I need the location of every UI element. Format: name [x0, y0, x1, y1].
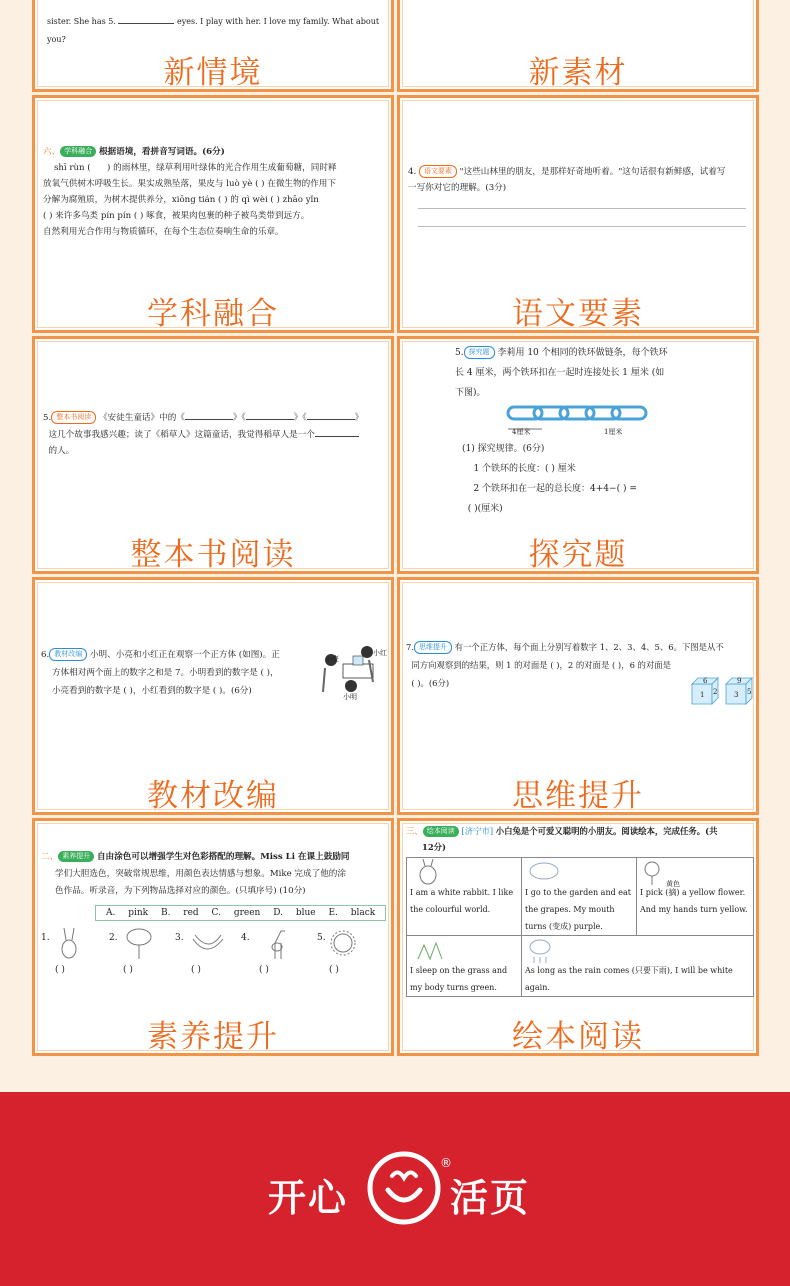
card-label: 学科融合 [147, 296, 279, 332]
answer-paren: ( ) [191, 965, 201, 975]
question-tag: 学科融合 [60, 146, 96, 157]
card-new-material [397, 0, 759, 92]
item-number: 3. [175, 933, 184, 943]
panel-illustrations [414, 859, 744, 969]
flower-color-label: 黄色 [666, 880, 680, 888]
card-label: 探究题 [528, 537, 628, 573]
brand-text-left: 开心 [268, 1176, 349, 1220]
card-label: 整本书阅读 [130, 537, 296, 573]
cube2-side: 5 [747, 688, 752, 696]
question-tag: 整本书阅读 [51, 411, 96, 424]
card-whole-book-reading [32, 336, 394, 574]
registered-mark: ® [440, 1156, 454, 1170]
panel-5: As long as the rain comes (只要下雨), I will be white again. [525, 966, 733, 992]
chain-dim-1: 1厘米 [604, 428, 623, 436]
answer-line [418, 208, 746, 209]
person-label-xiaoming: 小明 [343, 693, 357, 701]
person-label-xiaohong: 小红 [373, 649, 387, 657]
item-number: 2. [109, 933, 118, 943]
card-chinese-elements [397, 95, 759, 333]
brand-logo-icon [364, 1148, 444, 1226]
answer-paren: ( ) [329, 965, 339, 975]
question-tag: 教材改编 [49, 648, 87, 661]
color-options: A. pink B. red C. green D. blue E. black [95, 905, 386, 921]
question-tag: 素养提升 [58, 851, 94, 862]
question-text: 7. 思维提升 有一个正方体，每个面上分别写着数字 1、2、3、4、5、6。下图是从不 同方向观察到的结果，则 1 的对面是 ( )，2 的对面是 ( )，6 的对面是 ( )。(6分) [406, 642, 724, 688]
person-label-xiaoliang: 小亮 [325, 655, 339, 663]
answer-paren: ( ) [55, 965, 65, 975]
item-pictures [55, 925, 365, 963]
card-interdisciplinary [32, 95, 394, 333]
card-picture-book-reading [397, 818, 759, 1056]
question-tag: 思维提升 [414, 641, 452, 654]
chain-dim-4: 4厘米 [512, 428, 531, 436]
question-tag: 绘本阅读 [423, 826, 459, 837]
cube2-top: 9 [737, 677, 742, 685]
cube1-side: 2 [713, 688, 718, 696]
panel-1: I am a white rabbit. I like the colourful world. [407, 858, 522, 936]
question-text: 6. 教材改编 小明、小亮和小红正在观察一个正方体 (如图)。正 方体相对两个面上的数字之和是 7。小明看到的数字是 ( )， 小亮看到的数字是 ( )，小红看到的数字是 ( )。(6分) [41, 650, 280, 696]
card-label: 素养提升 [147, 1019, 279, 1055]
cube1-front: 1 [700, 691, 705, 699]
cube2-front: 3 [734, 691, 739, 699]
answer-paren: ( ) [123, 965, 133, 975]
question-tag: 语文要素 [419, 165, 457, 178]
card-inquiry [397, 336, 759, 574]
sub-question: (1) 探究规律。(6分) 1 个铁环的长度：( ) 厘米 2 个铁环扣在一起的总长度：4+4−( ) = ( )(厘米) [462, 444, 637, 514]
answer-line [418, 226, 746, 227]
item-number: 1. [41, 933, 50, 943]
question-text: 三、 绘本阅读 [济宁市] 小白兔是个可爱又聪明的小朋友。阅读绘本，完成任务。(共 12分) [406, 826, 718, 852]
question-text: 4. 语文要素 "这些山林里的朋友，是那样好奇地听着。"这句话很有新鲜感，试着写 一写你对它的理解。(3分) [408, 167, 726, 193]
brand-text-right: 活页 [450, 1176, 531, 1220]
question-text: 二、 素养提升 自由涂色可以增强学生对色彩搭配的理解。Miss Li 在课上鼓励同 学们大胆选色，突破常规思维，用颜色表达情感与想象。Mike 完成了他的涂 色作品。听录音，为下列物品选择对应的颜色。(只填序号) (10分) [41, 852, 350, 896]
item-number: 5. [317, 933, 326, 943]
answer-paren: ( ) [259, 965, 269, 975]
panel-4: I sleep on the grass and my body turns green. [407, 936, 522, 996]
question-tag: 探究题 [464, 346, 495, 359]
card-literacy-boost [32, 818, 394, 1056]
cube1-top: 6 [703, 677, 708, 685]
card-label: 思维提升 [512, 778, 644, 814]
item-number: 4. [241, 933, 250, 943]
card-label: 语文要素 [512, 296, 644, 332]
question-text: 5. 探究题 李莉用 10 个相同的铁环做链条，每个铁环 长 4 厘米，两个铁环扣在一起时连接处长 1 厘米 (如 下图)。 [455, 348, 668, 398]
question-text: 六、 学科融合 根据语境，看拼音写词语。(6分) shī rùn ( ) 的雨林里，绿草利用叶绿体的光合作用生成葡萄糖，同时释 放氧气供树木呼吸生长。果实成熟坠落，果皮与 luò yè ( ) 在微生物的作用下 分解为腐殖质，为树木提供养分，xiōng tián ( ) 的 qì wèi ( ) zhāo yǐn ( ) 来许多鸟类 pín pín ( ) 啄食，被果肉包裹的种子被鸟类带到远方。 自然利用光合作用与物质循环，在每个生态位奏响生命的乐章。 [43, 147, 337, 237]
card-text: sister. She has 5. eyes. I play with her. I love my family. What about you? [47, 13, 391, 49]
card-label: 新素材 [528, 55, 628, 91]
card-label: 新情境 [163, 55, 263, 91]
card-thinking-boost [397, 577, 759, 815]
card-label: 教材改编 [147, 778, 279, 814]
panel-3: I pick (摘) a yellow flower. And my hands turn yellow. [637, 858, 753, 936]
question-text: 5. 整本书阅读 《安徒生童话》中的《 》《 》《 》 这几个故事我感兴趣；读了《稻草人》这篇童话，我觉得稻草人是一个 的人。 [43, 409, 385, 459]
card-textbook-adapted [32, 577, 394, 815]
card-new-context [32, 0, 394, 92]
card-label: 绘本阅读 [512, 1019, 644, 1055]
panel-2: I go to the garden and eat the grapes. My mouth turns (变成) purple. [522, 858, 637, 936]
